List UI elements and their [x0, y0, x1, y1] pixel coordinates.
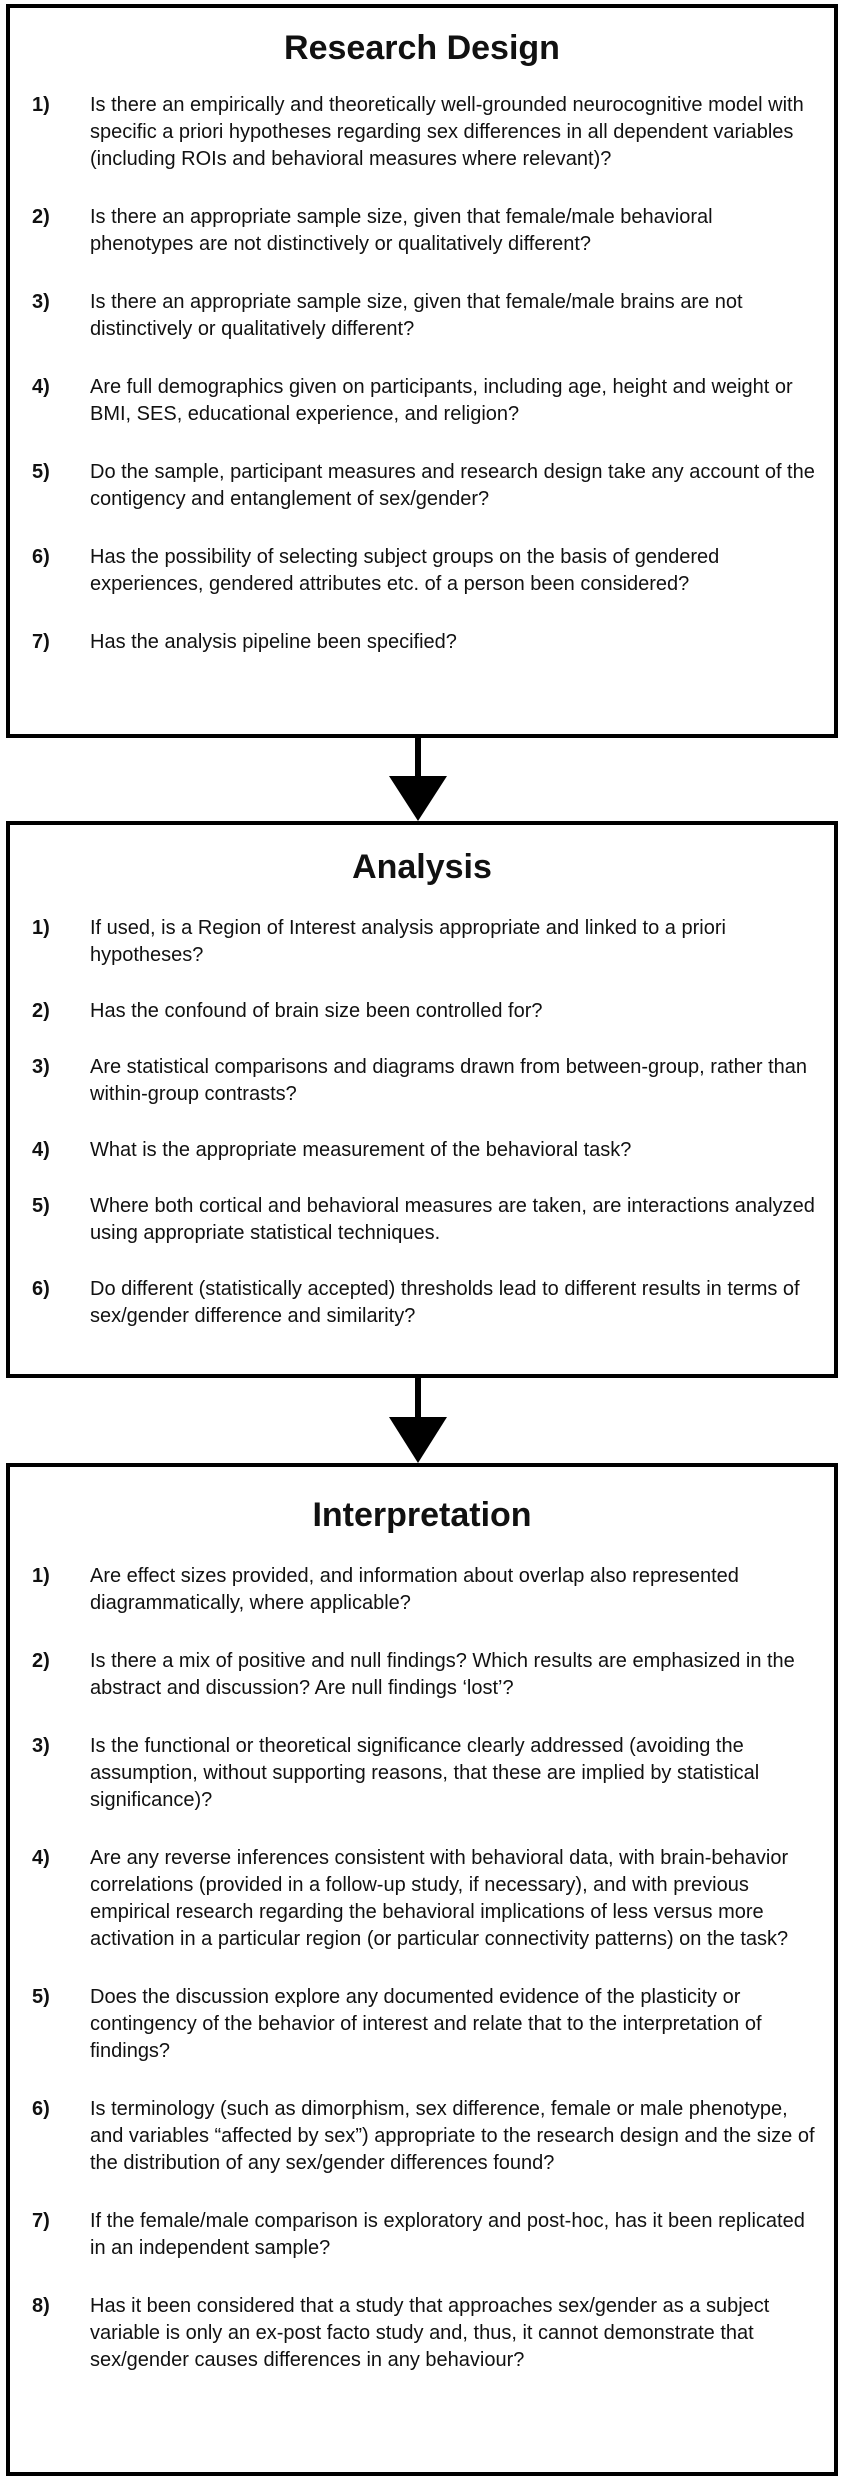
item-number: 4) — [32, 1847, 50, 1869]
item-text: Is there a mix of positive and null findings? Which results are emphasized in the abstract and discussion? Are null findings ‘lost’? — [90, 1650, 795, 1699]
list-item — [10, 1137, 834, 1164]
item-number: 1) — [32, 1565, 50, 1587]
list-item — [10, 2096, 834, 2177]
item-number: 2) — [32, 1650, 50, 1672]
list-item — [10, 289, 834, 343]
interpretation-box — [6, 1463, 838, 2476]
section-title: Research Design — [284, 29, 560, 67]
list-item — [10, 1733, 834, 1814]
item-number: 5) — [32, 1986, 50, 2008]
question-list — [10, 92, 834, 656]
item-number: 6) — [32, 2098, 50, 2120]
item-text: Has it been considered that a study that approaches sex/gender as a subject variable is only an ex-post facto study and, thus, it cannot demonstrate that sex/gender causes differences in any behaviour? — [90, 2295, 770, 2371]
item-text: Do different (statistically accepted) thresholds lead to different results in terms of sex/gender difference and similarity? — [90, 1278, 800, 1327]
item-text: Where both cortical and behavioral measures are taken, are interactions analyzed using appropriate statistical techniques. — [90, 1195, 815, 1244]
item-text: Is terminology (such as dimorphism, sex difference, female or male phenotype, and variables “affected by sex”) appropriate to the research design and the size of the distribution of any sex/gender differences found? — [90, 2098, 815, 2174]
item-text: If the female/male comparison is exploratory and post-hoc, has it been replicated in an independent sample? — [90, 2210, 805, 2259]
item-number: 6) — [32, 546, 50, 568]
list-item — [10, 915, 834, 969]
item-text: Does the discussion explore any documented evidence of the plasticity or contingency of the behavior of interest and relate that to the interpretation of findings? — [90, 1986, 762, 2062]
list-item — [10, 204, 834, 258]
list-item — [10, 544, 834, 598]
item-text: Are any reverse inferences consistent with behavioral data, with brain-behavior correlations (provided in a follow-up study, if necessary), and with previous empirical research regarding the behavioral implications of less versus more activation in a particular region (or particular connectivity patterns) on the task? — [90, 1847, 789, 1950]
question-list — [10, 915, 834, 1330]
item-number: 5) — [32, 461, 50, 483]
list-item — [10, 1648, 834, 1702]
item-number: 1) — [32, 94, 50, 116]
list-item — [10, 629, 834, 656]
item-number: 3) — [32, 291, 50, 313]
flow-arrow-down-icon — [388, 738, 448, 821]
list-item — [10, 459, 834, 513]
item-number: 6) — [32, 1278, 50, 1300]
item-number: 2) — [32, 206, 50, 228]
list-item — [10, 1984, 834, 2065]
item-number: 7) — [32, 2210, 50, 2232]
item-text: Is there an empirically and theoretically well-grounded neurocognitive model with specific a priori hypotheses regarding sex differences in all dependent variables (including ROIs and behavioral measures where relevant)? — [90, 94, 804, 170]
item-text: Are full demographics given on participants, including age, height and weight or BMI, SES, educational experience, and religion? — [90, 376, 793, 425]
item-number: 8) — [32, 2295, 50, 2317]
item-text: Is the functional or theoretical significance clearly addressed (avoiding the assumption, without supporting reasons, that these are implied by statistical significance)? — [90, 1735, 760, 1811]
item-text: What is the appropriate measurement of the behavioral task? — [90, 1139, 632, 1161]
item-text: Are statistical comparisons and diagrams drawn from between-group, rather than within-group contrasts? — [90, 1056, 808, 1105]
list-item — [10, 92, 834, 173]
item-text: Are effect sizes provided, and information about overlap also represented diagrammatically, where applicable? — [90, 1565, 739, 1614]
list-item — [10, 1845, 834, 1953]
item-number: 1) — [32, 917, 50, 939]
item-number: 2) — [32, 1000, 50, 1022]
analysis-box — [6, 821, 838, 1378]
item-number: 7) — [32, 631, 50, 653]
list-item — [10, 1054, 834, 1108]
question-list — [10, 1563, 834, 2374]
item-text: Has the analysis pipeline been specified? — [90, 631, 457, 653]
item-number: 3) — [32, 1735, 50, 1757]
item-number: 4) — [32, 376, 50, 398]
list-item — [10, 2208, 834, 2262]
section-title: Interpretation — [312, 1496, 532, 1534]
list-item — [10, 1193, 834, 1247]
item-text: Is there an appropriate sample size, given that female/male brains are not distinctively or qualitatively different? — [90, 291, 743, 340]
item-text: Do the sample, participant measures and research design take any account of the contigency and entanglement of sex/gender? — [90, 461, 815, 510]
flow-arrow-down-icon — [388, 1378, 448, 1463]
research-design-box — [6, 4, 838, 738]
list-item — [10, 374, 834, 428]
item-text: Has the possibility of selecting subject groups on the basis of gendered experiences, gendered attributes etc. of a person been considered? — [90, 546, 720, 595]
section-title: Analysis — [352, 848, 492, 886]
list-item — [10, 1563, 834, 1617]
item-text: Has the confound of brain size been controlled for? — [90, 1000, 543, 1022]
item-text: If used, is a Region of Interest analysis appropriate and linked to a priori hypotheses? — [90, 917, 726, 966]
item-number: 5) — [32, 1195, 50, 1217]
item-text: Is there an appropriate sample size, given that female/male behavioral phenotypes are not distinctively or qualitatively different? — [90, 206, 713, 255]
list-item — [10, 1276, 834, 1330]
item-number: 3) — [32, 1056, 50, 1078]
list-item — [10, 998, 834, 1025]
list-item — [10, 2293, 834, 2374]
item-number: 4) — [32, 1139, 50, 1161]
